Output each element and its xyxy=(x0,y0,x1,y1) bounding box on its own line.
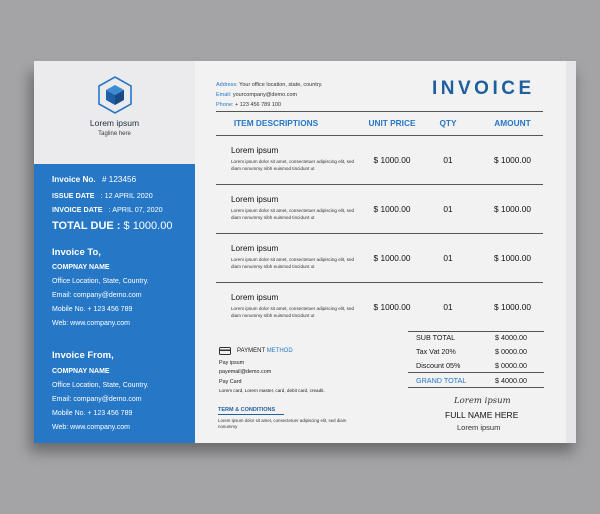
invoice-to-mobile: Mobile No. + 123 456 789 xyxy=(52,306,133,313)
total-due-label: TOTAL DUE : xyxy=(52,220,121,232)
item-amount: $ 1000.00 xyxy=(494,204,531,214)
contact-address-label: Address: xyxy=(216,82,238,88)
invoice-date-value: : APRIL 07, 2020 xyxy=(108,205,163,214)
invoice-from-address: Office Location, State, Country. xyxy=(52,382,149,389)
item-description: Lorem ipsum dolor sit amet, consectetuer adipiscing elit, sed diam nonummy nibh euismod tincidunt ut xyxy=(231,257,355,269)
summary-bottom-rule xyxy=(408,387,544,388)
payment-heading-plain: PAYMENT xyxy=(237,348,266,354)
payment-heading-accent: METHOD xyxy=(266,348,293,354)
invoice-sheet xyxy=(34,61,576,443)
item-amount: $ 1000.00 xyxy=(494,155,531,165)
hexagon-cube-logo-icon xyxy=(95,75,135,115)
summary-top-rule xyxy=(408,331,544,332)
discount-label: Discount 05% xyxy=(416,361,461,370)
contact-email-line xyxy=(216,90,323,100)
item-qty: 01 xyxy=(443,204,453,214)
item-title: Lorem ipsum xyxy=(231,195,279,204)
pay-by: Pay ipsum xyxy=(219,360,245,366)
header-item-descriptions: ITEM DESCRIPTIONS xyxy=(233,118,319,128)
item-qty: 01 xyxy=(443,155,453,165)
invoice-info-panel xyxy=(34,164,195,443)
subtotal-label: SUB TOTAL xyxy=(416,333,456,342)
item-unit-price: $ 1000.00 xyxy=(373,204,411,214)
total-due-row xyxy=(52,220,172,232)
header-qty: QTY xyxy=(439,118,457,128)
row-divider xyxy=(216,233,543,234)
item-title: Lorem ipsum xyxy=(231,146,279,155)
table-header-rule xyxy=(216,135,543,136)
subtotal-value: $ 4000.00 xyxy=(495,333,527,342)
credit-card-icon xyxy=(219,347,231,355)
sheet-edge xyxy=(566,61,576,443)
item-title: Lorem ipsum xyxy=(231,293,279,302)
invoice-from-web: Web: www.company.com xyxy=(52,424,130,431)
item-description: Lorem ipsum dolor sit amet, consectetuer adipiscing elit, sed diam nonummy nibh euismod tincidunt ut xyxy=(231,208,355,220)
total-due-value: $ 1000.00 xyxy=(123,220,173,232)
invoice-date-label: INVOICE DATE xyxy=(52,205,103,214)
row-divider xyxy=(216,282,543,283)
contact-phone-value: + 123 456 789 100 xyxy=(234,102,281,108)
brand-tagline: Tagline here xyxy=(98,131,131,137)
issue-date-label: ISSUE DATE xyxy=(52,191,95,200)
accepted-cards: Lorem card, Lorem master, card, debit card, creadit. xyxy=(219,388,325,393)
grand-total-value: $ 4000.00 xyxy=(495,376,527,385)
tax-value: $ 0000.00 xyxy=(495,347,527,356)
invoice-from-mobile: Mobile No. + 123 456 789 xyxy=(52,410,133,417)
company-contact xyxy=(216,80,323,110)
contact-phone-line xyxy=(216,100,323,110)
contact-phone-label: Phone: xyxy=(216,102,234,108)
header-unit-price: UNIT PRICE xyxy=(368,118,416,128)
item-unit-price: $ 1000.00 xyxy=(373,253,411,263)
tax-label: Tax Vat 20% xyxy=(416,347,456,356)
contact-email-label: Email: xyxy=(216,92,232,98)
contact-address-value: Your office location, state, country. xyxy=(239,82,323,88)
invoice-from-email: Email: company@demo.com xyxy=(52,396,142,403)
invoice-from-company: COMPNAY NAME xyxy=(52,368,110,375)
issue-date-row xyxy=(52,191,153,200)
invoice-to-web: Web: www.company.com xyxy=(52,320,130,327)
item-qty: 01 xyxy=(443,253,453,263)
summary-mid-rule xyxy=(408,372,544,373)
contact-address-line xyxy=(216,80,323,90)
invoice-to-email: Email: company@demo.com xyxy=(52,292,142,299)
item-amount: $ 1000.00 xyxy=(494,253,531,263)
item-qty: 01 xyxy=(443,302,453,312)
table-top-rule xyxy=(216,111,543,112)
item-amount: $ 1000.00 xyxy=(494,302,531,312)
terms-heading: TERM & CONDITIONS xyxy=(218,407,276,413)
pay-card-label: Pay Card xyxy=(219,379,242,385)
invoice-date-row xyxy=(52,205,163,214)
signature-script: Lorem ipsum xyxy=(454,396,511,406)
invoice-number-label: Invoice No. xyxy=(52,175,96,184)
signer-title: Lorem ipsum xyxy=(457,423,501,432)
issue-date-value: : 12 APRIL 2020 xyxy=(100,191,153,200)
invoice-from-heading: Invoice From, xyxy=(52,350,114,361)
header-amount: AMOUNT xyxy=(494,118,531,128)
brand-name: Lorem ipsum xyxy=(89,118,140,128)
invoice-number-row xyxy=(52,175,136,184)
logo-block xyxy=(34,75,195,137)
discount-value: $ 0000.00 xyxy=(495,361,527,370)
item-unit-price: $ 1000.00 xyxy=(373,155,411,165)
row-divider xyxy=(216,184,543,185)
sidebar xyxy=(34,61,195,443)
invoice-number-value: # 123456 xyxy=(101,175,137,184)
terms-text: Lorem ipsum dolor sit amet, consectetuer adipiscing elit, sed diam nonummy xyxy=(218,418,347,429)
invoice-to-heading: Invoice To, xyxy=(52,247,101,258)
grand-total-label: GRAND TOTAL xyxy=(416,376,467,385)
invoice-to-address: Office Location, State, Country. xyxy=(52,278,149,285)
item-description: Lorem ipsum dolor sit amet, consectetuer adipiscing elit, sed diam nonummy nibh euismod tincidunt ut xyxy=(231,306,355,318)
invoice-to-company: COMPNAY NAME xyxy=(52,264,110,271)
terms-underline xyxy=(218,414,284,415)
invoice-title: INVOICE xyxy=(432,78,535,99)
pay-email: payemail@demo.com xyxy=(219,369,272,375)
payment-method-heading xyxy=(237,348,293,354)
item-title: Lorem ipsum xyxy=(231,244,279,253)
signer-full-name: FULL NAME HERE xyxy=(445,410,519,420)
item-unit-price: $ 1000.00 xyxy=(373,302,411,312)
contact-email-value: yourcompany@demo.com xyxy=(232,92,298,98)
item-description: Lorem ipsum dolor sit amet, consectetuer adipiscing elit, sed diam nonummy nibh euismod tincidunt ut xyxy=(231,159,355,171)
